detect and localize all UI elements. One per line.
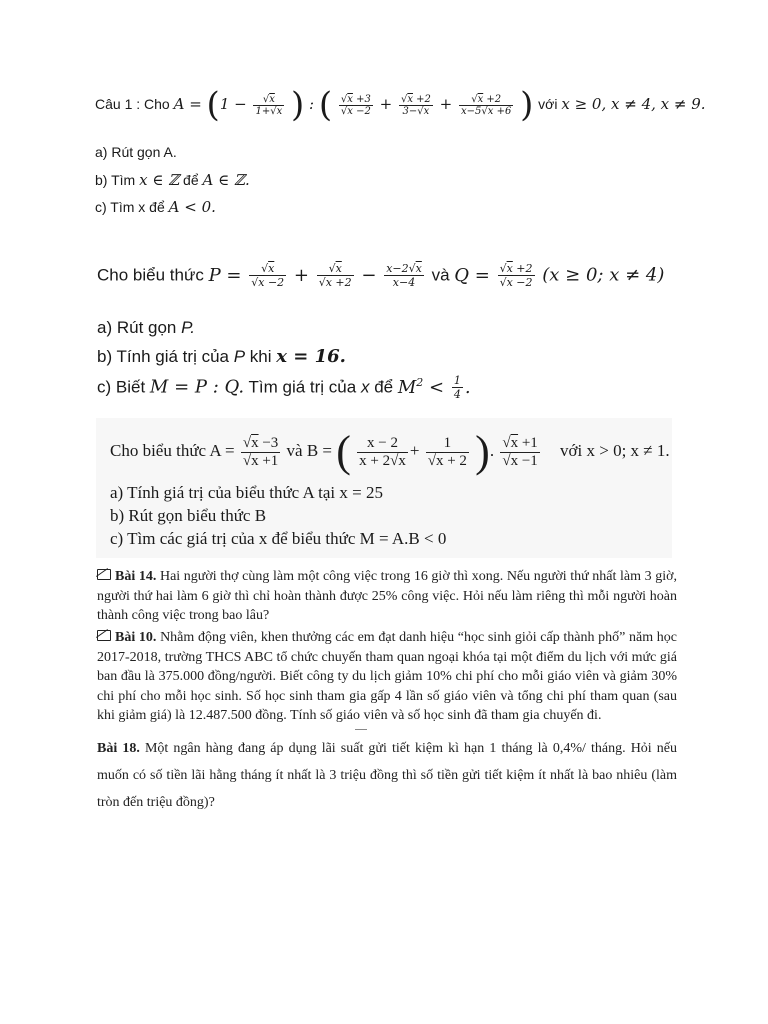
problem-1-label: Câu 1 : Cho xyxy=(95,96,170,112)
problem-bai-10-text: Nhằm động viên, khen thưởng các em đạt danh hiệu “học sinh giỏi cấp thành phố” năm học 2017-2018, trường THCS ABC tổ chức chuyến tham quan ngoại khóa tại một điểm du lịch với mức giá ban đầu là 375.000 đồng/người. Biết công ty du lịch giảm 10% chi phí cho mỗi giáo viên và giảm 30% chi phí cho mỗi học sinh. Số học sinh tham gia gấp 4 lần số giáo viên và tổng chi phí tham quan (sau khi giảm giá) là 12.487.500 đồng. Tính số giáo viên và số học sinh đã tham gia chuyến đi. xyxy=(97,630,678,724)
problem-3-intro: Cho biểu thức A = xyxy=(110,440,235,460)
problem-2-part-b-mid: khi xyxy=(249,347,272,366)
problem-2-part-b-math: x = 16. xyxy=(276,346,346,367)
problem-1-part-b-text: b) Tìm xyxy=(95,172,136,188)
problem-2-part-c xyxy=(97,374,471,401)
problem-bai-10 xyxy=(97,628,677,726)
problem-2 xyxy=(0,262,768,412)
problem-2-part-c-math: M = P : Q. xyxy=(149,376,245,398)
formula-q: Q = $\frac{√x +2}{√x -2}$ xyxy=(454,262,533,289)
problem-2-intro: Cho biểu thức xyxy=(97,265,204,285)
problem-3-statement xyxy=(110,427,670,476)
problem-2-part-c-mid-2: để xyxy=(374,377,394,397)
problem-1-part-b-math-2: A ∈ ℤ. xyxy=(202,171,250,189)
problem-2-part-a xyxy=(97,318,195,338)
problem-2-part-b xyxy=(97,346,346,367)
problem-2-and: và xyxy=(431,265,450,285)
problem-3-condition: với x > 0; x ≠ 1. xyxy=(560,440,670,460)
problem-2-condition: (x ≥ 0; x ≠ 4) xyxy=(542,264,665,286)
formula-b: ( $\frac{x - 2}{x + 2√x}$ + $\frac{1}{√x + 2}$ ). $\frac{√x +1}{√x -1}$ xyxy=(336,427,538,476)
problem-2-statement xyxy=(97,262,664,289)
separator-mark xyxy=(355,729,367,730)
problem-1-part-b-math-1: x ∈ ℤ xyxy=(139,171,180,189)
problem-2-part-b-var: P xyxy=(233,347,246,366)
problem-2-part-c-text: c) Biết xyxy=(97,377,146,397)
problem-1-part-c-text: c) Tìm x để xyxy=(95,199,165,215)
problem-3-part-b: b) Rút gọn biểu thức B xyxy=(110,506,267,525)
problem-2-part-a-var: P. xyxy=(181,318,195,337)
formula-a-3: $\frac{√x -3}{√x +1}$ xyxy=(242,434,279,469)
problem-1-condition: x ≥ 0, x ≠ 4, x ≠ 9. xyxy=(561,95,706,113)
problem-2-part-c-mid: Tìm giá trị của xyxy=(248,377,357,397)
problem-1-part-c xyxy=(95,198,216,216)
problem-3-part-a: a) Tính giá trị của biểu thức A tại x = 25 xyxy=(110,483,383,502)
problem-bai-18 xyxy=(97,735,677,816)
problem-bai-18-text: Một ngân hàng đang áp dụng lãi suất gửi tiết kiệm kì hạn 1 tháng là 0,4%/ tháng. Hỏi nếu muốn có số tiền lãi hằng tháng ít nhất là 3 triệu đồng thì số tiền gửi tiết kiệm ít nhất là bao nhiêu (làm tròn đến triệu đồng)? xyxy=(97,741,678,810)
problem-1 xyxy=(0,85,768,230)
problem-2-part-b-text: b) Tính giá trị của xyxy=(97,347,229,366)
problem-bai-10-title: Bài 10. xyxy=(115,630,157,645)
problem-1-condition-label: với xyxy=(538,96,558,112)
problem-bai-18-title: Bài 18. xyxy=(97,741,140,756)
problem-1-part-b-mid: để xyxy=(183,172,199,188)
problem-2-part-c-var: x xyxy=(360,377,370,397)
problem-2-part-a-text: a) Rút gọn xyxy=(97,318,177,337)
problem-1-part-b xyxy=(95,171,250,189)
problem-bai-14-title: Bài 14. xyxy=(115,569,157,584)
flag-icon xyxy=(97,630,111,641)
problem-1-statement xyxy=(95,85,706,125)
problem-2-part-c-inequality: $M^2$ < $\frac{1}{4}$ . xyxy=(397,374,471,401)
problem-3-part-c: c) Tìm các giá trị của x để biểu thức M = A.B < 0 xyxy=(110,529,447,548)
problem-3 xyxy=(96,418,672,558)
formula-a: A = (1 − $\frac{√x}{1+√x}$ ) : ( $\frac{√x +3}{√x -2}$ + $\frac{√x +2}{3-√x}$ + $\frac{√x +2}{x-5√x +6}$ ) xyxy=(173,85,534,125)
flag-icon xyxy=(97,569,111,580)
problem-3-and: và B = xyxy=(286,440,333,460)
problem-1-part-c-math: A < 0. xyxy=(168,198,216,216)
formula-p: P = $\frac{√x}{√x -2}$ + $\frac{√x}{√x +2}$ − $\frac{x-2√x}{x-4}$ xyxy=(208,262,422,289)
problem-1-part-a: a) Rút gọn A. xyxy=(95,144,177,160)
problem-bai-14 xyxy=(97,567,677,626)
problem-bai-14-text: Hai người thợ cùng làm một công việc trong 16 giờ thì xong. Nếu người thứ nhất làm 3 giờ, người thứ hai làm 6 giờ thì chỉ hoàn thành được 25% công việc. Hỏi nếu làm riêng thì mỗi người hoàn thành công việc trong bao lâu? xyxy=(97,569,678,624)
